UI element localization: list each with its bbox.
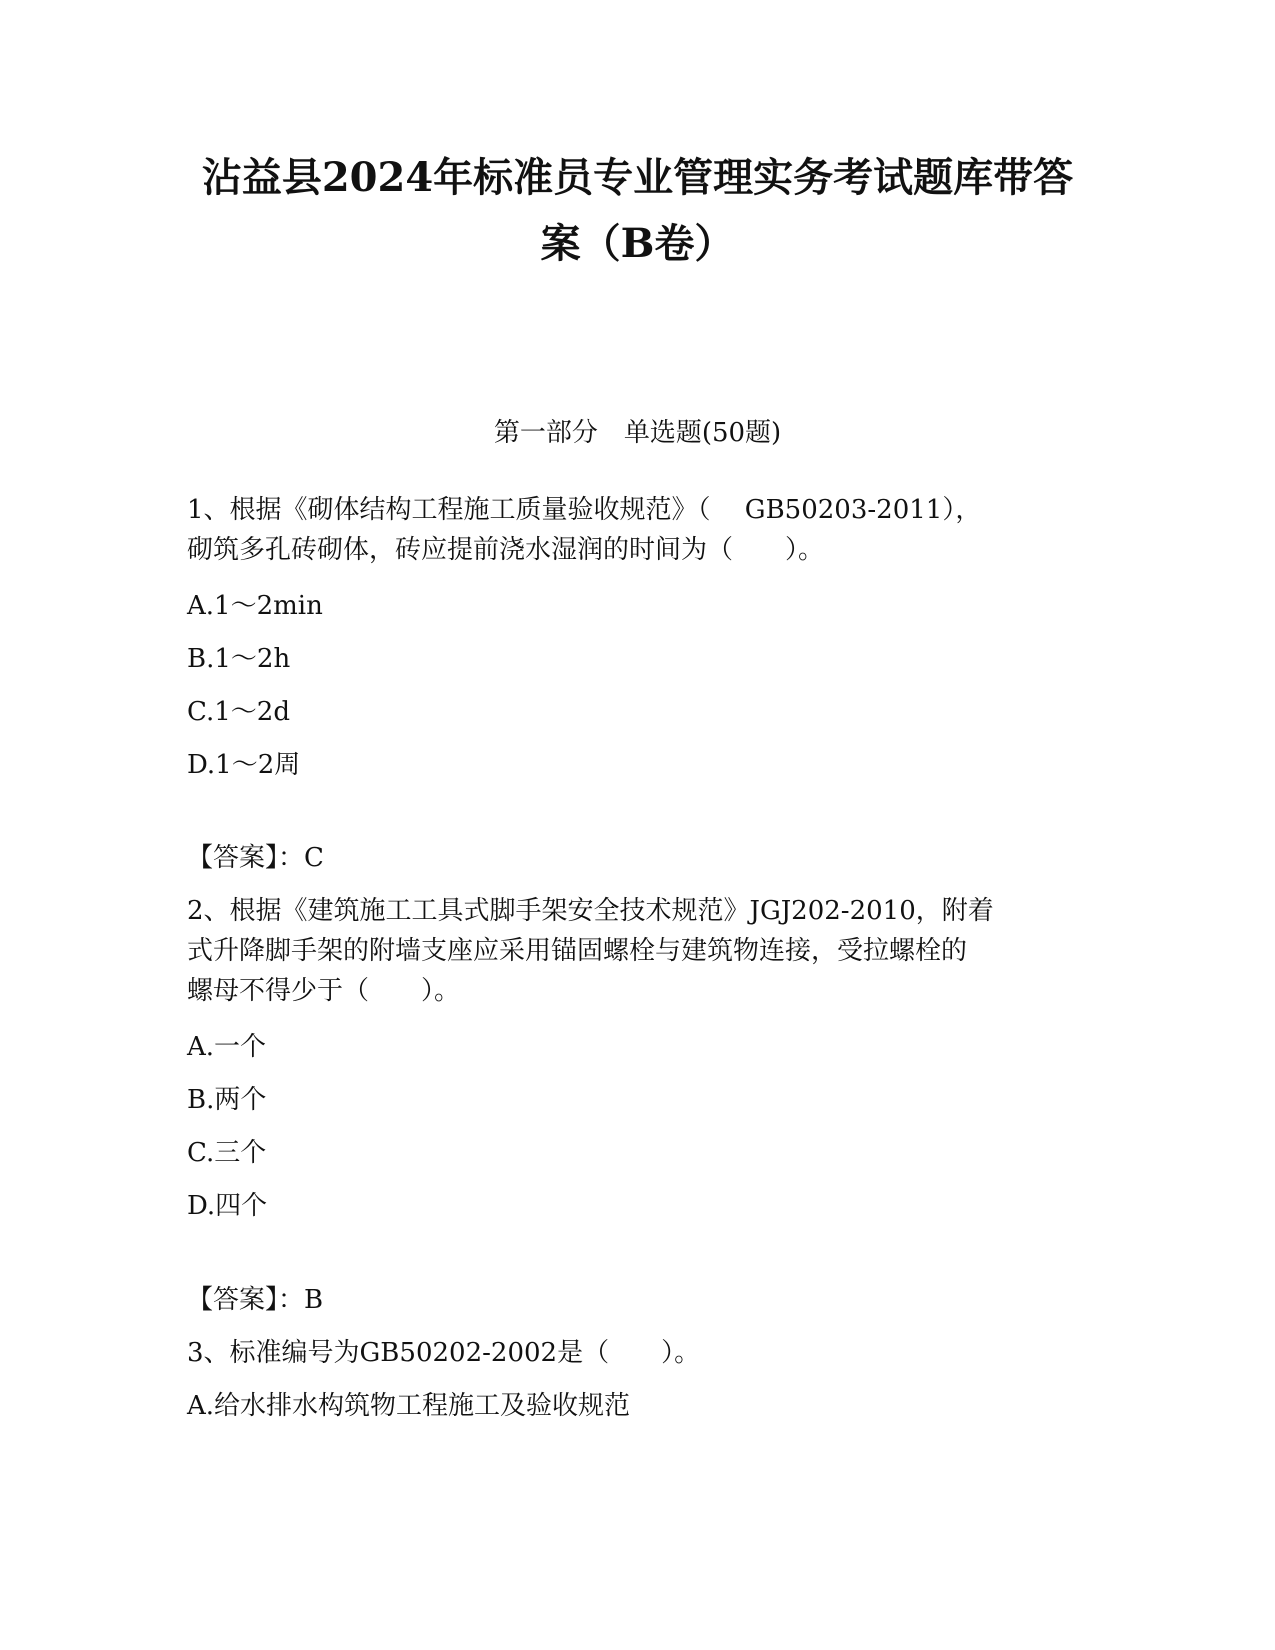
- question-1-option-c: C.1～2d: [187, 697, 290, 727]
- question-1-stem-line-1: 1、根据《砌体结构工程施工质量验收规范》（ GB50203-2011），: [187, 495, 982, 525]
- question-2-stem-line-1: 2、根据《建筑施工工具式脚手架安全技术规范》JGJ202-2010，附着: [187, 896, 994, 926]
- document-title-line-1: 沾益县2024年标准员专业管理实务考试题库带答: [201, 154, 1074, 201]
- question-3-stem-line-1: 3、标准编号为GB50202-2002是（ ）。: [187, 1338, 701, 1368]
- question-1-option-b: B.1～2h: [187, 644, 291, 674]
- question-2-option-a: A.一个: [187, 1032, 267, 1062]
- question-2-option-d: D.四个: [187, 1191, 268, 1221]
- question-1-option-a: A.1～2min: [187, 591, 323, 621]
- question-1-answer: 【答案】：C: [187, 843, 324, 873]
- section-heading: 第一部分 单选题(50题): [493, 418, 782, 448]
- question-1-stem-line-2: 砌筑多孔砖砌体，砖应提前浇水湿润的时间为（ ）。: [187, 535, 825, 565]
- document-title-line-2: 案（B卷）: [540, 220, 735, 267]
- question-2-answer: 【答案】：B: [187, 1285, 324, 1315]
- question-2-stem-line-2: 式升降脚手架的附墙支座应采用锚固螺栓与建筑物连接，受拉螺栓的: [187, 936, 968, 966]
- question-3-option-a: A.给水排水构筑物工程施工及验收规范: [187, 1391, 631, 1421]
- question-1-option-d: D.1～2周: [187, 750, 301, 780]
- question-2-option-c: C.三个: [187, 1138, 267, 1168]
- question-2-stem-line-3: 螺母不得少于（ ）。: [187, 976, 461, 1006]
- question-2-option-b: B.两个: [187, 1085, 267, 1115]
